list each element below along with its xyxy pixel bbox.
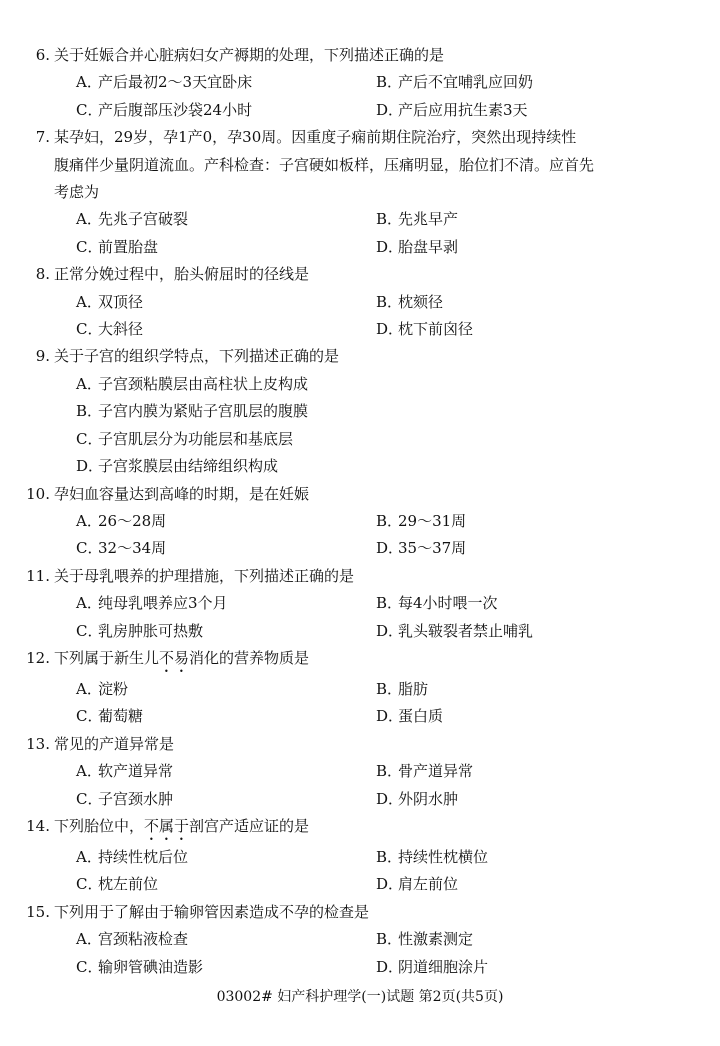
emphasis-dotted-text: 不易	[159, 648, 190, 667]
option-b: B．产后不宜哺乳应回奶	[376, 73, 534, 92]
option-d: D．产后应用抗生素3天	[376, 100, 528, 119]
option-d: D．枕下前囟径	[376, 320, 474, 339]
exam-page	[0, 42, 720, 981]
option-a: A．双顶径	[76, 292, 144, 311]
question-stem: 关于母乳喂养的护理措施，下列描述正确的是	[54, 566, 355, 585]
option-b: B．枕颏径	[376, 292, 444, 311]
question-stem: 下列胎位中，不属于剖宫产适应证的是	[54, 816, 310, 835]
question-15	[0, 899, 720, 981]
question-10	[0, 481, 720, 563]
option-c: C．子宫颈水肿	[76, 789, 174, 808]
question-stem: 关于子宫的组织学特点，下列描述正确的是	[54, 347, 340, 366]
option-c: C．葡萄糖	[76, 707, 144, 726]
option-c: C．32～34周	[76, 539, 167, 558]
question-7	[0, 124, 720, 261]
question-number: 14.	[26, 816, 50, 835]
question-stem-line-1: 某孕妇，29岁，孕1产0，孕30周。因重度子痫前期住院治疗，突然出现持续性	[54, 128, 577, 147]
question-number: 15.	[26, 902, 50, 921]
option-b: B．先兆早产	[376, 210, 459, 229]
question-number: 10.	[26, 484, 50, 503]
page-footer: 03002# 妇产科护理学(一)试题 第2页(共5页)	[216, 989, 504, 1005]
option-a: A．软产道异常	[76, 762, 174, 781]
option-b: B．性激素测定	[376, 930, 474, 949]
question-number: 11.	[26, 566, 50, 585]
question-stem: 下列属于新生儿不易消化的营养物质是	[54, 648, 310, 667]
question-number: 6.	[35, 46, 50, 64]
emphasis-dotted-text: 不属于	[144, 816, 190, 835]
question-8	[0, 261, 720, 343]
question-stem: 常见的产道异常是	[54, 734, 175, 753]
question-number: 9.	[35, 347, 50, 366]
option-d: D．乳头皲裂者禁止哺乳	[376, 621, 534, 640]
question-6	[0, 42, 720, 124]
option-a: A．纯母乳喂养应3个月	[76, 594, 228, 613]
option-d: D．胎盘早剥	[376, 237, 459, 256]
question-stem: 关于妊娠合并心脏病妇女产褥期的处理，下列描述正确的是	[54, 46, 445, 64]
question-stem-line-2: 腹痛伴少量阴道流血。产科检查：子宫硬如板样，压痛明显，胎位扪不清。应首先	[54, 155, 595, 174]
option-b: B．持续性枕横位	[376, 847, 489, 866]
option-c: C．前置胎盘	[76, 237, 159, 256]
option-a: A．产后最初2～3天宜卧床	[76, 73, 253, 92]
question-9	[0, 343, 720, 480]
option-d: D．阴道细胞涂片	[376, 957, 489, 976]
question-number: 7.	[35, 128, 50, 147]
option-c: C．乳房肿胀可热敷	[76, 621, 204, 640]
question-number: 12.	[26, 648, 50, 667]
question-stem: 正常分娩过程中，胎头俯屈时的径线是	[54, 265, 310, 284]
option-d: D．外阴水肿	[376, 789, 459, 808]
question-stem: 孕妇血容量达到高峰的时期，是在妊娠	[54, 484, 310, 503]
option-b: B．脂肪	[376, 679, 429, 698]
option-b: B．骨产道异常	[376, 762, 474, 781]
option-a: A．先兆子宫破裂	[76, 210, 189, 229]
option-a: A．26～28周	[76, 511, 167, 530]
question-12	[0, 645, 720, 731]
option-d: D．35～37周	[376, 539, 467, 558]
option-b: B．29～31周	[376, 511, 467, 530]
option-d: D．蛋白质	[376, 707, 444, 726]
question-stem: 下列用于了解由于输卵管因素造成不孕的检查是	[54, 902, 370, 921]
option-c: C．输卵管碘油造影	[76, 957, 204, 976]
option-c: C．大斜径	[76, 320, 144, 339]
option-a: A．子宫颈粘膜层由高柱状上皮构成	[76, 374, 309, 393]
option-c: C．产后腹部压沙袋24小时	[76, 100, 253, 119]
option-a: A．淀粉	[76, 679, 129, 698]
option-a: A．持续性枕后位	[76, 847, 189, 866]
question-stem-line-3: 考虑为	[54, 183, 100, 202]
question-11	[0, 563, 720, 645]
option-d: D．肩左前位	[376, 875, 459, 894]
option-b: B．子宫内膜为紧贴子宫肌层的腹膜	[76, 402, 309, 421]
question-14	[0, 813, 720, 899]
option-c: C．枕左前位	[76, 875, 159, 894]
option-d: D．子宫浆膜层由结缔组织构成	[76, 457, 279, 476]
question-number: 8.	[35, 265, 50, 284]
question-13	[0, 731, 720, 813]
question-number: 13.	[26, 734, 50, 753]
option-a: A．宫颈粘液检查	[76, 930, 189, 949]
option-c: C．子宫肌层分为功能层和基底层	[76, 429, 294, 448]
option-b: B．每4小时喂一次	[376, 594, 498, 613]
